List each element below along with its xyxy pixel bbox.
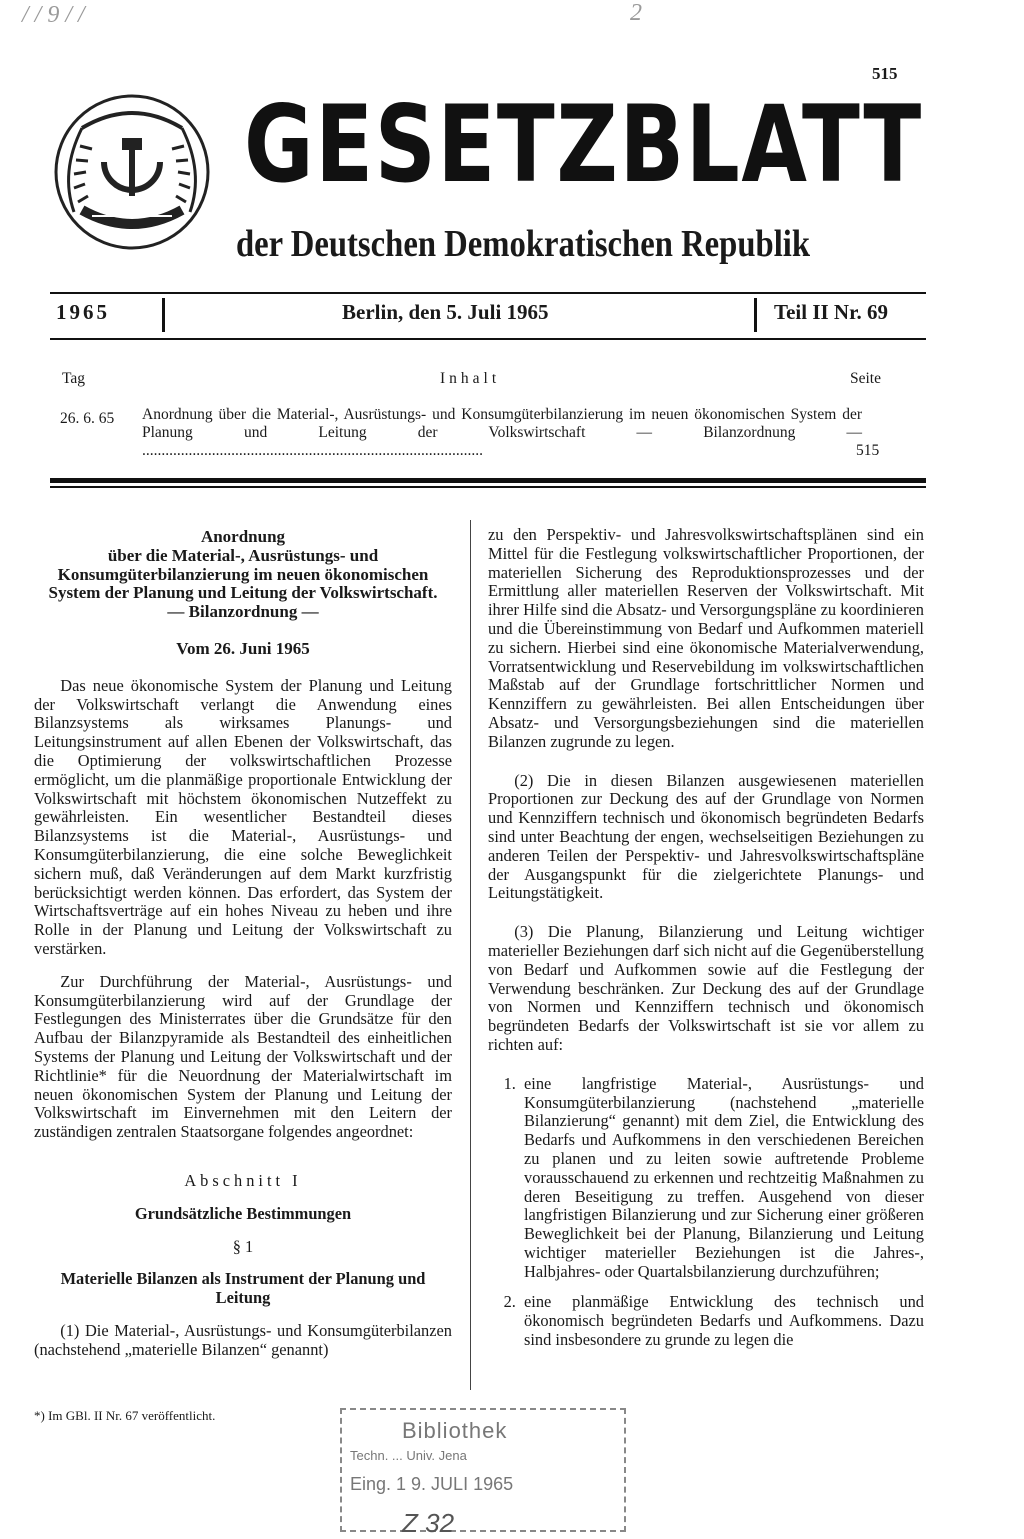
left-column	[34, 528, 452, 1373]
issue-year: 1965	[56, 300, 110, 324]
numbered-list	[488, 1075, 924, 1350]
toc-entry-page: 515	[856, 442, 880, 459]
divider	[754, 298, 757, 332]
issue-number: Teil II Nr. 69	[774, 300, 888, 324]
masthead-subtitle: der Deutschen Demokratischen Republik	[236, 223, 811, 265]
masthead-title: GESETZBLATT	[244, 83, 923, 206]
body-paragraph: (2) Die in diesen Bilanzen ausgewiesenen materiellen Proportionen zur Deckung des auf der Grundlage von Normen und Kennziffern technisch und ökonomisch begründeten Bedarfs sind unter Beachtung der engen, wechselseitigen Beziehungen zu anderen Teilen der Perspektiv- und Jahresvolkswirtschaftspläne der Ausgangspunkt für die zielgerichtete Planungs- und Leitungstätigkeit.	[488, 770, 924, 903]
decree-date: Vom 26. Juni 1965	[176, 638, 310, 658]
stamp-line: Techn. ... Univ. Jena	[350, 1448, 467, 1463]
stamp-line: Bibliothek	[402, 1418, 508, 1443]
toc-header-page: Seite	[850, 370, 881, 387]
list-item: 1. eine langfristige Material-, Ausrüstungs- und Konsumgüterbilanzierung (nachstehend „materielle Bilanzierung“ genannt) mit dem Ziel, die Entwicklung des Bedarfs und Aufkommens in den verschiedenen Bereichen zu planen und zu leiten sowie auftretende Probleme vorausschauend zu erkennen und rechtzeitig Maßnahmen zu deren Beseitigung zu treffen. Ausgehend von dieser langfristigen Bilanzierung und zur Sicherung einer größeren Beweglichkeit bei der Planung, Bilanzierung und Leitung wichtiger materieller Beziehungen ist die Jahres-, Halbjahres- oder Quartalsbilanzierung durchzuführen;	[520, 1075, 924, 1282]
section-heading: Abschnitt I	[184, 1170, 302, 1190]
divider	[162, 298, 165, 332]
toc-rule-thick	[50, 478, 926, 483]
decree-title-detail: über die Material-, Ausrüstungs- und Konsumgüterbilanzierung im neuen ökonomischen System der Planung und Leitung der Volkswirtschaft.	[48, 545, 438, 603]
right-column	[488, 526, 924, 1362]
paragraph-title: Materielle Bilanzen als Instrument der Planung und Leitung	[60, 1269, 426, 1308]
list-item: 2. eine planmäßige Entwicklung des technisch und ökonomisch begründeten Bedarfs und Aufkommens. Dazu sind insbesondere zu grunde zu legen die	[520, 1293, 924, 1349]
body-paragraph: (3) Die Planung, Bilanzierung und Leitung wichtiger materieller Beziehungen darf sich nicht auf die Gegenüberstellung von Bedarf und Aufkommen sowie auf die Festlegung der Verwendung beschränken. Zur Deckung des auf der Grundlage von Normen und Kennziffern technisch und ökonomisch begründeten Bedarfs der Volkswirtschaft ist sie vor allem zu richten auf:	[488, 922, 924, 1054]
toc-entry-date: 26. 6. 65	[60, 410, 115, 427]
toc-entry-text: Anordnung über die Material-, Ausrüstungs- und Konsumgüterbilanzierung im neuen ökonomischen System der Planung und Leitung der Volkswirtschaft — Bilanzordnung — ........................................................................................	[142, 406, 862, 459]
stamp-line: Z 32	[402, 1508, 455, 1538]
column-divider	[470, 520, 471, 1390]
stamp-line: Eing. 1 9. JULI 1965	[350, 1474, 514, 1494]
header-rule	[50, 292, 926, 294]
preamble-paragraph: Das neue ökonomische System der Planung und Leitung der Volkswirtschaft verlangt die Anwendung eines Bilanzsystems als wirksames Planungs- und Leitungsinstrument auf allen Ebenen der Volkswirtschaft, das die Optimierung der volkswirtschaftlichen Prozesse ermöglicht, um die planmäßige proportionale Entwicklung der Volkswirtschaft mit höchstem ökonomischen Nutzeffekt zu gewährleisten. Ein wesentlicher Bestandteil dieses Bilanzsystems ist die Material-, Ausrüstungs- und Konsumgüterbilanzierung, die eine solche Beweglichkeit sichern muß, daß Veränderungen auf dem Markt kurzfristig berücksichtigt werden können. Das erfordert, das System der Wirtschaftsverträge auf ein hohes Niveau zu heben und ihre Rolle in der Planung und Leitung der Volkswirtschaft zu verstärken.	[34, 675, 452, 958]
header-rule	[50, 338, 926, 340]
page-number: 515	[872, 64, 898, 83]
section-title: Grundsätzliche Bestimmungen	[134, 1203, 352, 1223]
toc-rule-thin	[50, 486, 926, 488]
handwritten-mark: / / 9 / /	[22, 2, 85, 28]
dateline	[50, 300, 926, 330]
footnote: *) Im GBl. II Nr. 67 veröffentlicht.	[34, 1408, 216, 1423]
handwritten-mark: 2	[630, 0, 642, 26]
decree-short-title: — Bilanzordnung —	[167, 602, 319, 622]
toc-header-content: Inhalt	[440, 370, 501, 387]
paragraph-sign: § 1	[232, 1236, 254, 1256]
gdr-state-emblem-icon	[52, 92, 212, 252]
place-date: Berlin, den 5. Juli 1965	[342, 300, 549, 324]
decree-title: Anordnung	[200, 527, 286, 546]
body-paragraph: zu den Perspektiv- und Jahresvolkswirtschaftsplänen sind ein Mittel für die Festlegung volkswirtschaftlicher Proportionen, der materiellen Sicherung des Reproduktionsprozesses und der Ermittlung aller materiellen Reserven der Volkswirtschaft. Mit ihrer Hilfe sind die Absatz- und Versorgungspläne zu koordinieren und die Übereinstimmung von Bedarf und Aufkommen materiell zu sichern. Hierbei sind eine ökonomische Materialverwendung, Vorratsentwicklung und Reservebildung im volkswirtschaftlichen Maßstab auf der Grundlage fortschrittlicher Normen und Kennziffern zu gewährleisten. Bei allen Entscheidungen über Absatz- und Versorgungsbeziehungen sind die materiellen Bilanzen zugrunde zu legen.	[488, 525, 924, 751]
library-stamp	[340, 1408, 626, 1538]
body-paragraph: (1) Die Material-, Ausrüstungs- und Konsumgüterbilanzen (nachstehend „materielle Bilanzen“ genannt)	[34, 1320, 452, 1359]
preamble-paragraph: Zur Durchführung der Material-, Ausrüstungs- und Konsumgüterbilanzierung wird auf der Grundlage der Festlegungen des Ministerrates über die Grundsätze für den Aufbau der Bilanzpyramide als Bestandteil des einheitlichen Systems der Planung und Leitung der Volkswirtschaft und der Richtlinie* für die Neuordnung der Materialwirtschaft im neuen ökonomischen System der Planung und Leitung der Volkswirtschaft im Einvernehmen mit den Leitern der zuständigen zentralen Staatsorgane folgendes angeordnet:	[34, 971, 452, 1142]
toc-header-day: Tag	[62, 370, 86, 387]
